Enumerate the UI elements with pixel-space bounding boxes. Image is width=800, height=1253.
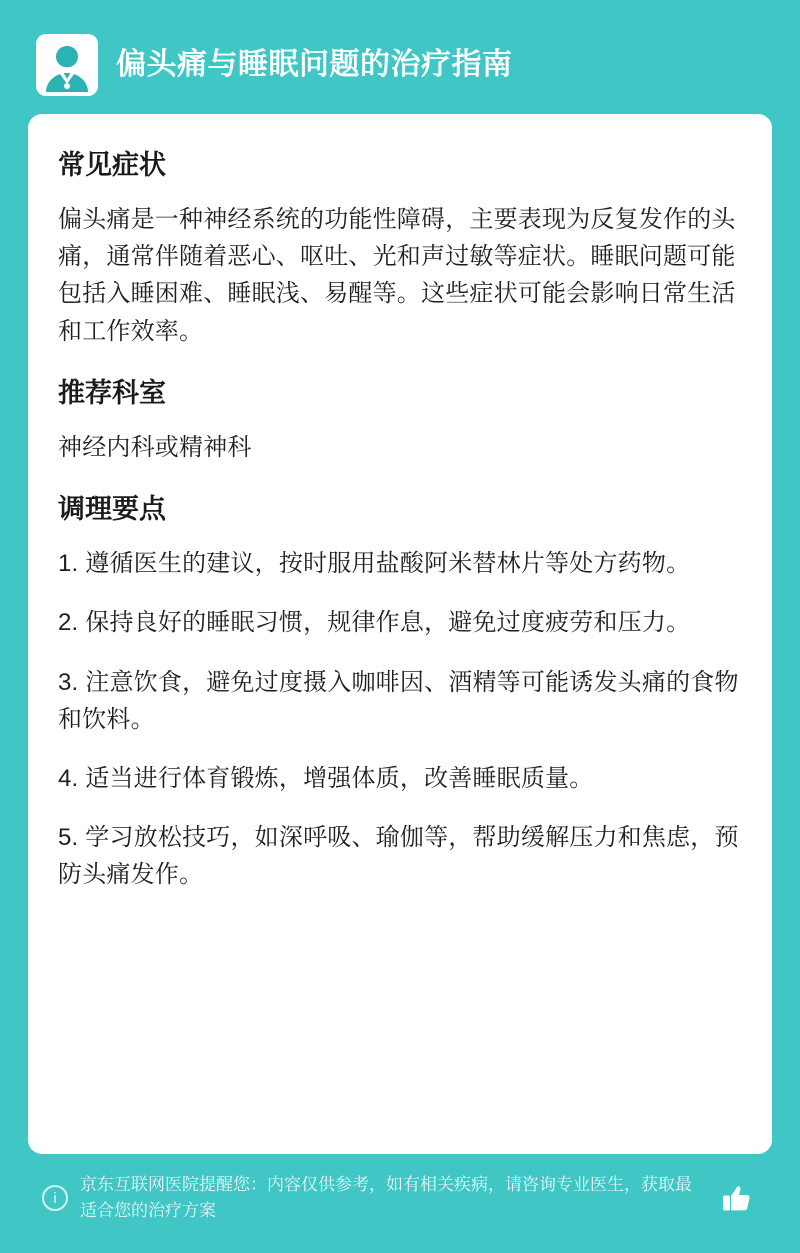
list-item: 1. 遵循医生的建议，按时服用盐酸阿米替林片等处方药物。 <box>58 550 691 578</box>
footer-disclaimer: 京东互联网医院提醒您：内容仅供参考，如有相关疾病，请咨询专业医生，获取最适合您的治疗方案 <box>80 1175 692 1221</box>
list-item: 4. 适当进行体育锻炼，增强体质，改善睡眠质量。 <box>58 764 594 792</box>
list-item: 3. 注意饮食，避免过度摄入咖啡因、酒精等可能诱发头痛的食物和饮料。 <box>58 668 739 733</box>
thumbs-up-icon[interactable] <box>716 1177 758 1219</box>
content-card <box>28 114 772 1154</box>
section-title-department: 推荐科室 <box>58 377 166 408</box>
section-text-department: 神经内科或精神科 <box>58 433 252 461</box>
doctor-avatar-icon <box>36 34 98 96</box>
info-icon: i <box>42 1185 68 1211</box>
section-title-symptoms: 常见症状 <box>58 150 166 180</box>
section-title-advice: 调理要点 <box>58 494 166 525</box>
page-header <box>28 30 772 114</box>
page-title: 偏头痛与睡眠问题的治疗指南 <box>116 48 513 81</box>
advice-list <box>58 545 742 893</box>
list-item: 5. 学习放松技巧，如深呼吸、瑜伽等，帮助缓解压力和焦虑，预防头痛发作。 <box>58 824 739 889</box>
section-text-symptoms: 偏头痛是一种神经系统的功能性障碍，主要表现为反复发作的头痛，通常伴随着恶心、呕吐、光和声过敏等症状。睡眠问题可能包括入睡困难、睡眠浅、易醒等。这些症状可能会影响日常生活和工作效率。 <box>58 206 736 345</box>
list-item: 2. 保持良好的睡眠习惯，规律作息，避免过度疲劳和压力。 <box>58 609 691 637</box>
page-footer <box>28 1154 772 1235</box>
